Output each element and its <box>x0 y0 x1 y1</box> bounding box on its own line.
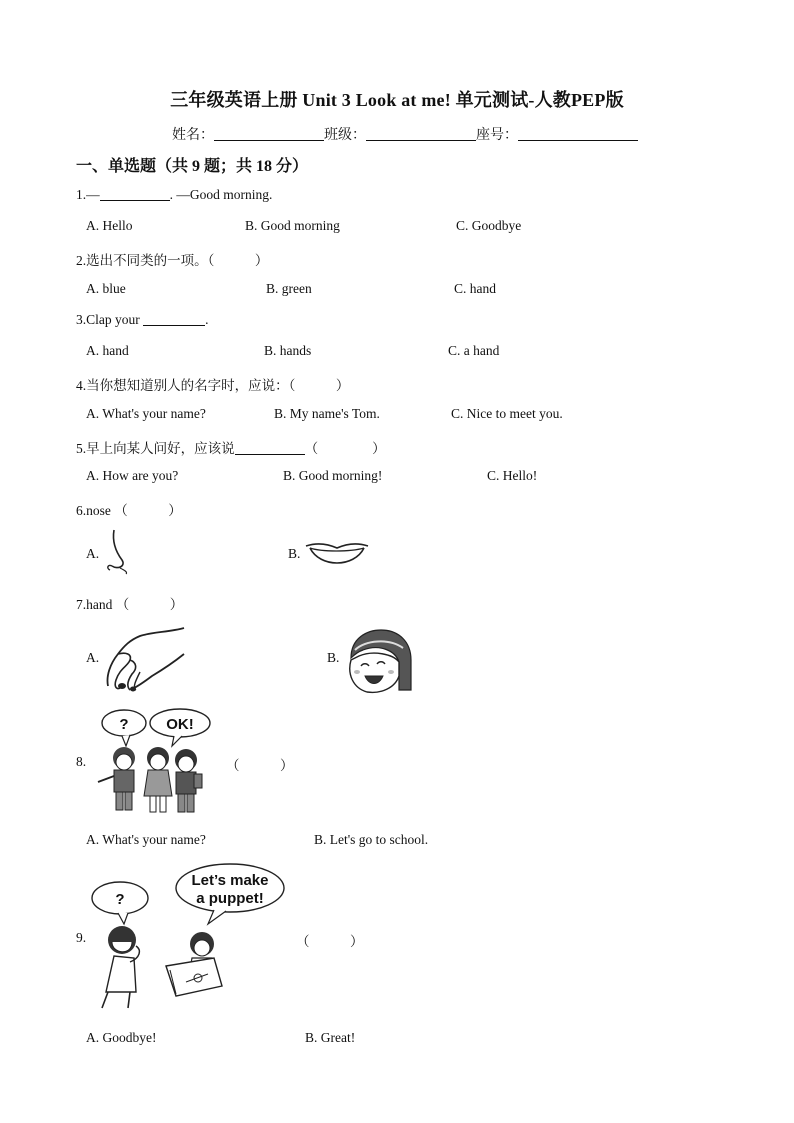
question-1-suffix: . —Good morning. <box>169 187 273 202</box>
question-4-stem: 4.当你想知道别人的名字时，应说：（ ） <box>76 378 350 393</box>
seat-label: 座号： <box>476 128 518 143</box>
question-2-option-c[interactable]: C. hand <box>454 281 496 296</box>
question-6-option-b[interactable]: B. <box>288 546 301 561</box>
student-info-line <box>172 124 638 144</box>
class-label: 班级： <box>324 128 366 143</box>
question-7-stem: 7.hand （ ） <box>76 597 184 612</box>
nose-illustration <box>98 528 132 576</box>
children-going-to-school-illustration <box>94 706 224 822</box>
page-title: 三年级英语上册 Unit 3 Look at me! 单元测试-人教PEP版 <box>170 90 624 110</box>
question-6-stem: 6.nose （ ） <box>76 503 182 518</box>
class-blank[interactable] <box>366 126 476 141</box>
question-2-option-b[interactable]: B. green <box>266 281 312 296</box>
question-5-option-c[interactable]: C. Hello! <box>487 468 538 483</box>
question-5-option-b[interactable]: B. Good morning! <box>283 468 383 483</box>
question-5-stem <box>76 437 386 457</box>
question-7-option-b[interactable]: B. <box>327 650 340 665</box>
question-8-number: 8. <box>76 754 87 769</box>
question-9-bubble-right-line-1: Let’s make <box>191 872 269 889</box>
question-3-option-c[interactable]: C. a hand <box>448 343 500 358</box>
question-8-bubble-left: ? <box>119 716 129 733</box>
hand-illustration <box>100 624 190 694</box>
question-3-option-a[interactable]: A. hand <box>86 343 129 358</box>
question-1-option-c[interactable]: C. Goodbye <box>456 218 522 233</box>
girl-face-illustration <box>343 628 415 696</box>
question-9-bubble-right-line-2: a puppet! <box>196 890 264 907</box>
question-4-option-c[interactable]: C. Nice to meet you. <box>451 406 563 421</box>
question-1-blank[interactable] <box>100 187 170 201</box>
question-9-bubble-left: ? <box>115 891 125 908</box>
question-8-bubble-right: OK! <box>166 716 194 733</box>
question-3-prefix: 3.Clap your <box>76 312 144 327</box>
question-1-stem <box>76 187 272 203</box>
question-8-answer-paren[interactable]: （ ） <box>226 758 294 773</box>
question-3-stem <box>76 312 209 328</box>
question-7-option-a[interactable]: A. <box>86 650 100 665</box>
question-1-option-a[interactable]: A. Hello <box>86 218 133 233</box>
making-puppet-illustration <box>86 862 292 1012</box>
question-3-suffix: . <box>205 312 209 327</box>
question-4-option-a[interactable]: A. What's your name? <box>86 406 206 421</box>
question-5-blank[interactable] <box>235 441 305 455</box>
name-label: 姓名： <box>172 128 214 143</box>
question-5-suffix: （ ） <box>304 441 386 456</box>
question-5-prefix: 5.早上向某人问好，应该说 <box>76 441 235 456</box>
name-blank[interactable] <box>214 126 324 141</box>
question-2-stem: 2.选出不同类的一项。（ ） <box>76 253 269 268</box>
question-8-option-a[interactable]: A. What's your name? <box>86 832 206 847</box>
question-3-blank[interactable] <box>143 312 205 326</box>
mouth-illustration <box>304 540 370 570</box>
question-4-option-b[interactable]: B. My name's Tom. <box>274 406 380 421</box>
question-9-option-a[interactable]: A. Goodbye! <box>86 1030 157 1045</box>
question-9-number: 9. <box>76 930 87 945</box>
question-1-prefix: 1.— <box>76 187 100 202</box>
question-5-option-a[interactable]: A. How are you? <box>86 468 179 483</box>
question-6-option-a[interactable]: A. <box>86 546 100 561</box>
section-heading: 一、单选题（共 9 题；共 18 分） <box>76 158 309 175</box>
question-8-option-b[interactable]: B. Let's go to school. <box>314 832 429 847</box>
question-3-option-b[interactable]: B. hands <box>264 343 312 358</box>
question-9-answer-paren[interactable]: （ ） <box>296 934 364 949</box>
question-9-option-b[interactable]: B. Great! <box>305 1030 356 1045</box>
seat-blank[interactable] <box>518 126 638 141</box>
question-2-option-a[interactable]: A. blue <box>86 281 126 296</box>
question-1-option-b[interactable]: B. Good morning <box>245 218 340 233</box>
